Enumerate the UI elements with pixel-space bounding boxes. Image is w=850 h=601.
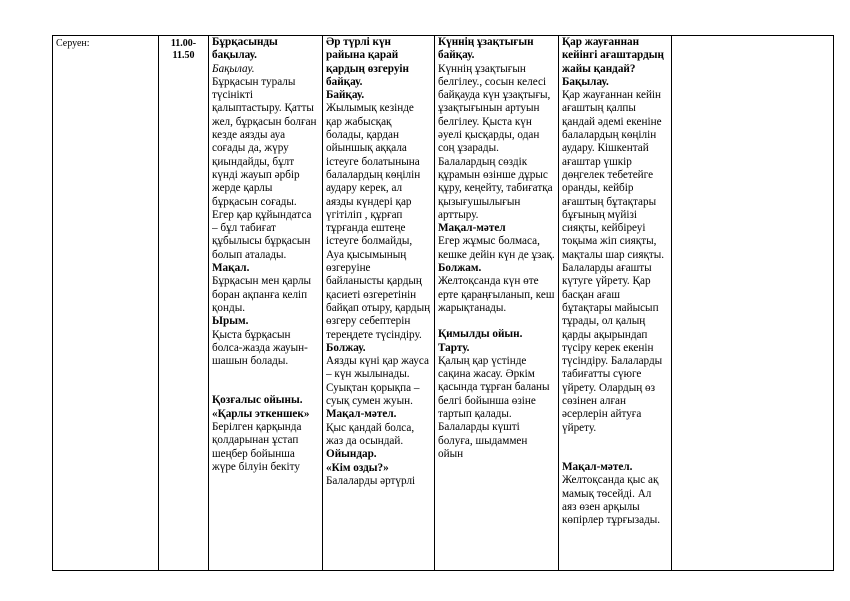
activity-cell-4 <box>559 36 672 571</box>
col1-text-1: Бұрқасын туралы түсінікті қалыптастыру. Қатты жел, бұрқасын болған кезде аязды ауа соғады да, жүру қиындайды, бұлт күнді жауып әрбір жерде қарлы бұрқасын соғады. Егер қар құйындатса – бұл табиғат құбылысы бұрқасын болып аталады. <box>212 75 317 261</box>
col1-heading-2: Мақал. <box>212 262 250 275</box>
col3-text-4: Қалың қар үстінде сақина жасау. Әркім қасында тұрған баланы белгі бойынша өзіне тартып қалады. Балаларды күшті болуға, шыдаммен ойын <box>438 354 550 460</box>
row-label-cell <box>53 36 159 571</box>
table-row <box>53 36 834 571</box>
col3-title: Күннің ұзақтығын байқау. <box>438 36 534 62</box>
schedule-table <box>52 35 834 571</box>
col4-title: Қар жауғаннан кейінгі ағаштардың жайы қандай? <box>562 36 664 75</box>
col2-heading-3: Мақал-мәтел. <box>326 408 397 421</box>
col4-heading-1: Бақылау. <box>562 75 609 88</box>
col4-heading-2: Мақал-мәтел. <box>562 460 633 473</box>
col3-heading-4: Қимылды ойын. Тарту. <box>438 328 523 354</box>
col2-text-2: Аязды күні қар жауса – күн жылынады. Суықтан қорықпа – суық сумен жуын. <box>326 355 429 408</box>
col3-text-2: Егер жұмыс болмаса, кешке дейін күн де ұзақ. <box>438 235 555 261</box>
col2-heading-4: Ойындар. <box>326 448 377 461</box>
col2-text-1: Жылымық кезінде қар жабысқақ болады, қардан ойыншық аққала істеуге болатынына балалардың көңілін аудару керек, ал аязды күндері қар үгітіліп , құрғап тұрғанда ештеңе істеуге болмайды, Ауа қысымының өзгеруіне байланысты қардың қасиеті өзгеретінін байқап отыру, қардың өзгеру себептерін тереңдете түсіндіру. <box>326 102 431 341</box>
col3-text-1: Күннің ұзақтығын белгілеу., сосын келесі байқауда күн ұзақтығы, ұзақтығынын артуын белгілеу. Қыста күн әуелі қысқарды, одан соң ұзарады. Балалардың сөздік құрамын өзінше дұрыс құру, кеңейту, табиғатқа қызығушылығын арттыру. <box>438 62 553 221</box>
col2-heading-1: Байқау. <box>326 89 365 102</box>
col2-text-3: Қыс қандай болса, жаз да осындай. <box>326 421 415 447</box>
activity-cell-1 <box>209 36 323 571</box>
col1-text-2: Бұрқасын мен қарлы боран ақпанға келіп қонды. <box>212 275 312 314</box>
col1-text-3: Қыста бұрқасын болса-жазда жауын-шашын болады. <box>212 328 308 368</box>
col1-title: Бұрқасынды бақылау. <box>212 36 278 62</box>
activity-cell-3 <box>435 36 559 571</box>
col3-heading-2: Мақал-мәтел <box>438 222 506 235</box>
col3-text-3: Желтоқсанда күн өте ерте қараңғыланып, кеш жарықтанады. <box>438 275 555 314</box>
col2-heading-5: «Кім озды?» <box>326 461 389 474</box>
col2-title: Әр түрлі күн райына қарай қардың өзгеруін байқау. <box>326 36 409 88</box>
time-end: 11.50 <box>172 50 195 61</box>
row-label: Серуен: <box>56 38 90 49</box>
col2-heading-2: Болжау. <box>326 341 366 354</box>
col1-subtitle: Бақылау. <box>212 62 255 75</box>
time-cell <box>159 36 209 571</box>
col4-text-2: Желтоқсанда қыс ақ мамық төсейді. Ал аяз өзен арқылы көпірлер тұрғызады. <box>562 474 661 527</box>
col1-heading-3: Ырым. <box>212 315 249 328</box>
col2-text-5: Балаларды әртүрлі <box>326 474 416 487</box>
activity-cell-2 <box>323 36 435 571</box>
col4-text-1: Қар жауғаннан кейін ағаштың қалпы қандай әдемі екеніне балалардың көңілін аудару. Кішкентай ағаштар үшкір дөңгелек тебетейге оранды, кейбір ағаштың бұтақтары бұғының мүйізі сияқты, кейбіреуі тоқыма жіп сияқты, мақталы шар сияқты. Балаларды ағашты күтуге үйрету. Қар басқан ағаш бұтақтары майысып тұрады, ол қалың қарды ақырындап түсіру керек екенін түсіндіру. Балаларды табиғатты сүюге үйрету. Олардың өз сөзінен алған әсерлерін айтуға үйрету. <box>562 89 665 434</box>
empty-cell <box>672 36 834 571</box>
time-start: 11.00- <box>170 38 197 49</box>
col1-heading-4: Қозғалыс ойыны. «Қарлы эткеншек» <box>212 394 310 420</box>
col1-text-4: Берілген қарқында қолдарынан ұстап шеңбер бойынша жүре білуін бекіту <box>212 421 302 473</box>
col3-heading-3: Болжам. <box>438 262 482 275</box>
